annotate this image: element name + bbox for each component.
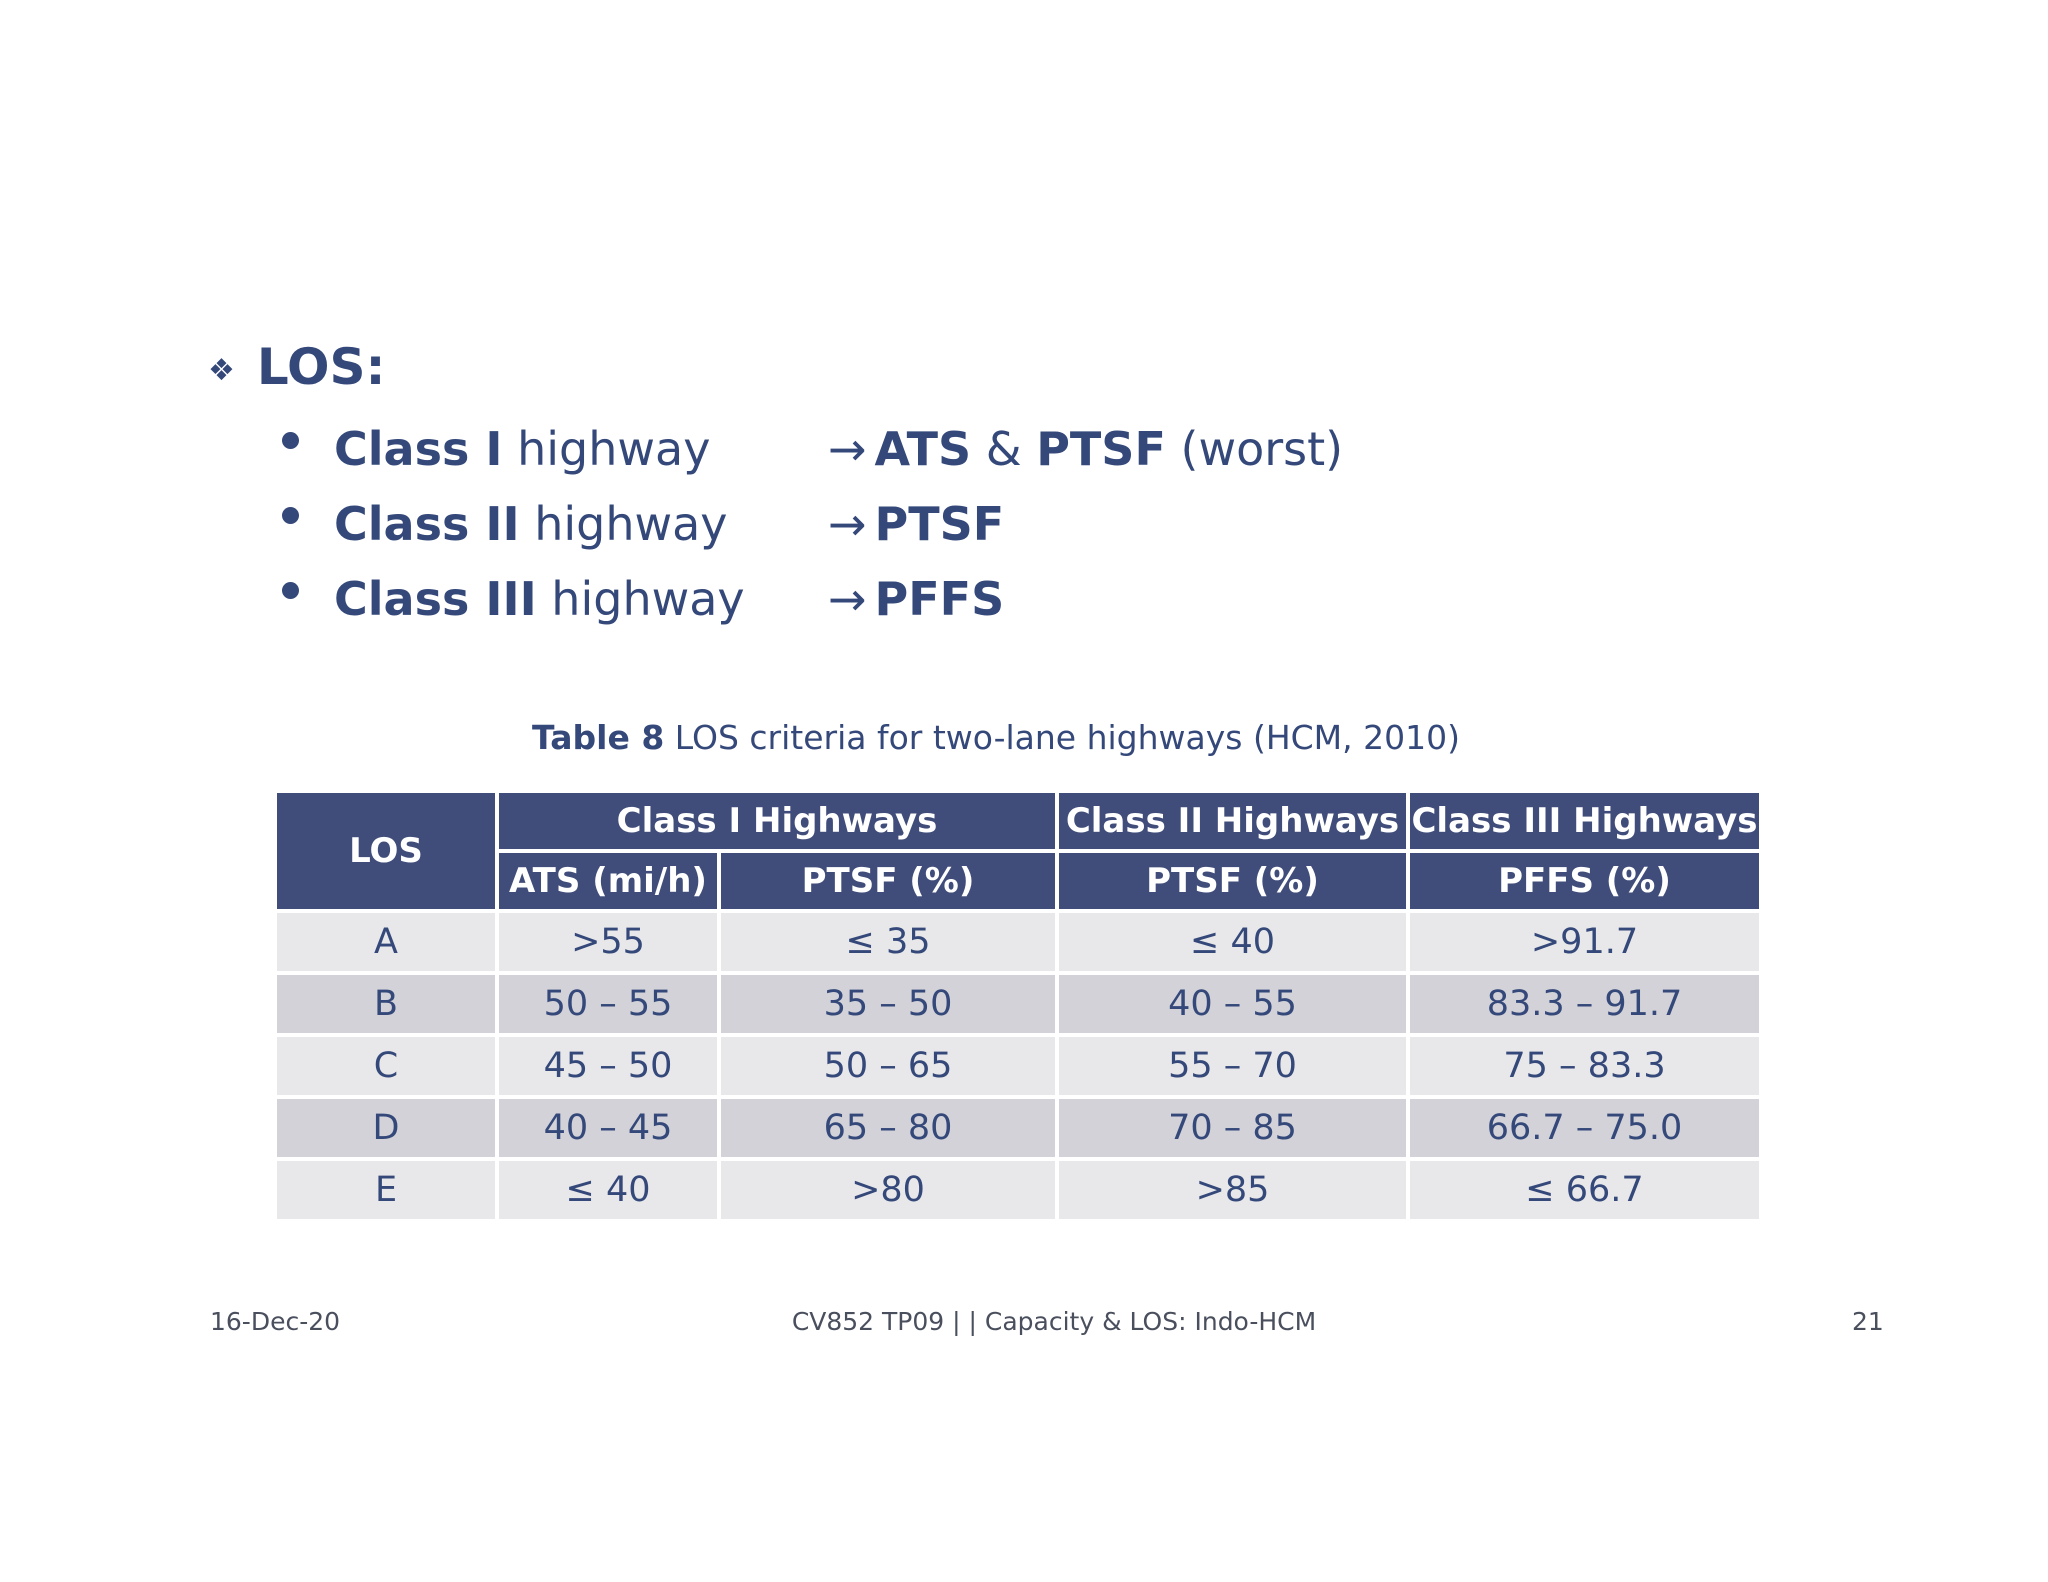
subheader-pffs: PFFS (%) xyxy=(1410,853,1759,909)
header-class-3: Class III Highways xyxy=(1410,793,1759,849)
heading-text: LOS: xyxy=(256,338,386,396)
bullet-list xyxy=(282,418,1482,643)
table-row xyxy=(277,913,1759,971)
table-cell: 50 – 55 xyxy=(499,975,717,1033)
table-cell: 45 – 50 xyxy=(499,1037,717,1095)
table-cell: 70 – 85 xyxy=(1059,1099,1406,1157)
table-cell: ≤ 40 xyxy=(499,1161,717,1219)
table-cell: 55 – 70 xyxy=(1059,1037,1406,1095)
table-cell: 50 – 65 xyxy=(721,1037,1055,1095)
footer-course: CV852 TP09 | | Capacity & LOS: Indo-HCM xyxy=(791,1307,1317,1336)
highway-measure: → ATS & PTSF (worst) xyxy=(828,422,1344,476)
highway-measure: → PFFS xyxy=(828,572,1005,626)
los-criteria-table xyxy=(273,789,1763,1223)
header-los: LOS xyxy=(277,793,495,909)
table-cell: A xyxy=(277,913,495,971)
table-row xyxy=(277,1099,1759,1157)
table-cell: 40 – 55 xyxy=(1059,975,1406,1033)
header-class-2: Class II Highways xyxy=(1059,793,1406,849)
arrow-right-icon: → xyxy=(828,572,867,626)
list-item xyxy=(282,493,1482,568)
table-cell: 83.3 – 91.7 xyxy=(1410,975,1759,1033)
section-heading xyxy=(208,338,386,396)
table-cell: ≤ 35 xyxy=(721,913,1055,971)
subheader-ptsf-2: PTSF (%) xyxy=(1059,853,1406,909)
table-cell: E xyxy=(277,1161,495,1219)
highway-measure: → PTSF xyxy=(828,497,1005,551)
table-cell: D xyxy=(277,1099,495,1157)
table-row xyxy=(277,1037,1759,1095)
list-item xyxy=(282,418,1482,493)
table-cell: B xyxy=(277,975,495,1033)
table-cell: >55 xyxy=(499,913,717,971)
caption-label: Table 8 xyxy=(532,718,665,757)
footer-date: 16-Dec-20 xyxy=(210,1307,341,1336)
table-cell: >85 xyxy=(1059,1161,1406,1219)
table-caption xyxy=(0,718,2048,757)
header-class-1: Class I Highways xyxy=(499,793,1055,849)
table-cell: 35 – 50 xyxy=(721,975,1055,1033)
table-cell: >91.7 xyxy=(1410,913,1759,971)
bullet-dot-icon xyxy=(282,582,299,599)
table-cell: 40 – 45 xyxy=(499,1099,717,1157)
caption-text: LOS criteria for two-lane highways (HCM, 2010) xyxy=(664,718,1460,757)
bullet-dot-icon xyxy=(282,432,299,449)
table-row xyxy=(277,1161,1759,1219)
highway-class: Class II highway xyxy=(334,497,728,551)
highway-class: Class III highway xyxy=(334,572,745,626)
table-cell: 66.7 – 75.0 xyxy=(1410,1099,1759,1157)
table-cell: ≤ 40 xyxy=(1059,913,1406,971)
table-cell: 65 – 80 xyxy=(721,1099,1055,1157)
arrow-right-icon: → xyxy=(828,497,867,551)
arrow-right-icon: → xyxy=(828,422,867,476)
highway-class: Class I highway xyxy=(334,422,711,476)
table-cell: ≤ 66.7 xyxy=(1410,1161,1759,1219)
bullet-dot-icon xyxy=(282,507,299,524)
subheader-ptsf-1: PTSF (%) xyxy=(721,853,1055,909)
table-cell: >80 xyxy=(721,1161,1055,1219)
diamond-bullet-icon: ❖ xyxy=(208,353,235,388)
table-cell: C xyxy=(277,1037,495,1095)
table-row xyxy=(277,975,1759,1033)
list-item xyxy=(282,568,1482,643)
subheader-ats: ATS (mi/h) xyxy=(499,853,717,909)
footer-page-number: 21 xyxy=(1852,1307,1884,1336)
table-cell: 75 – 83.3 xyxy=(1410,1037,1759,1095)
